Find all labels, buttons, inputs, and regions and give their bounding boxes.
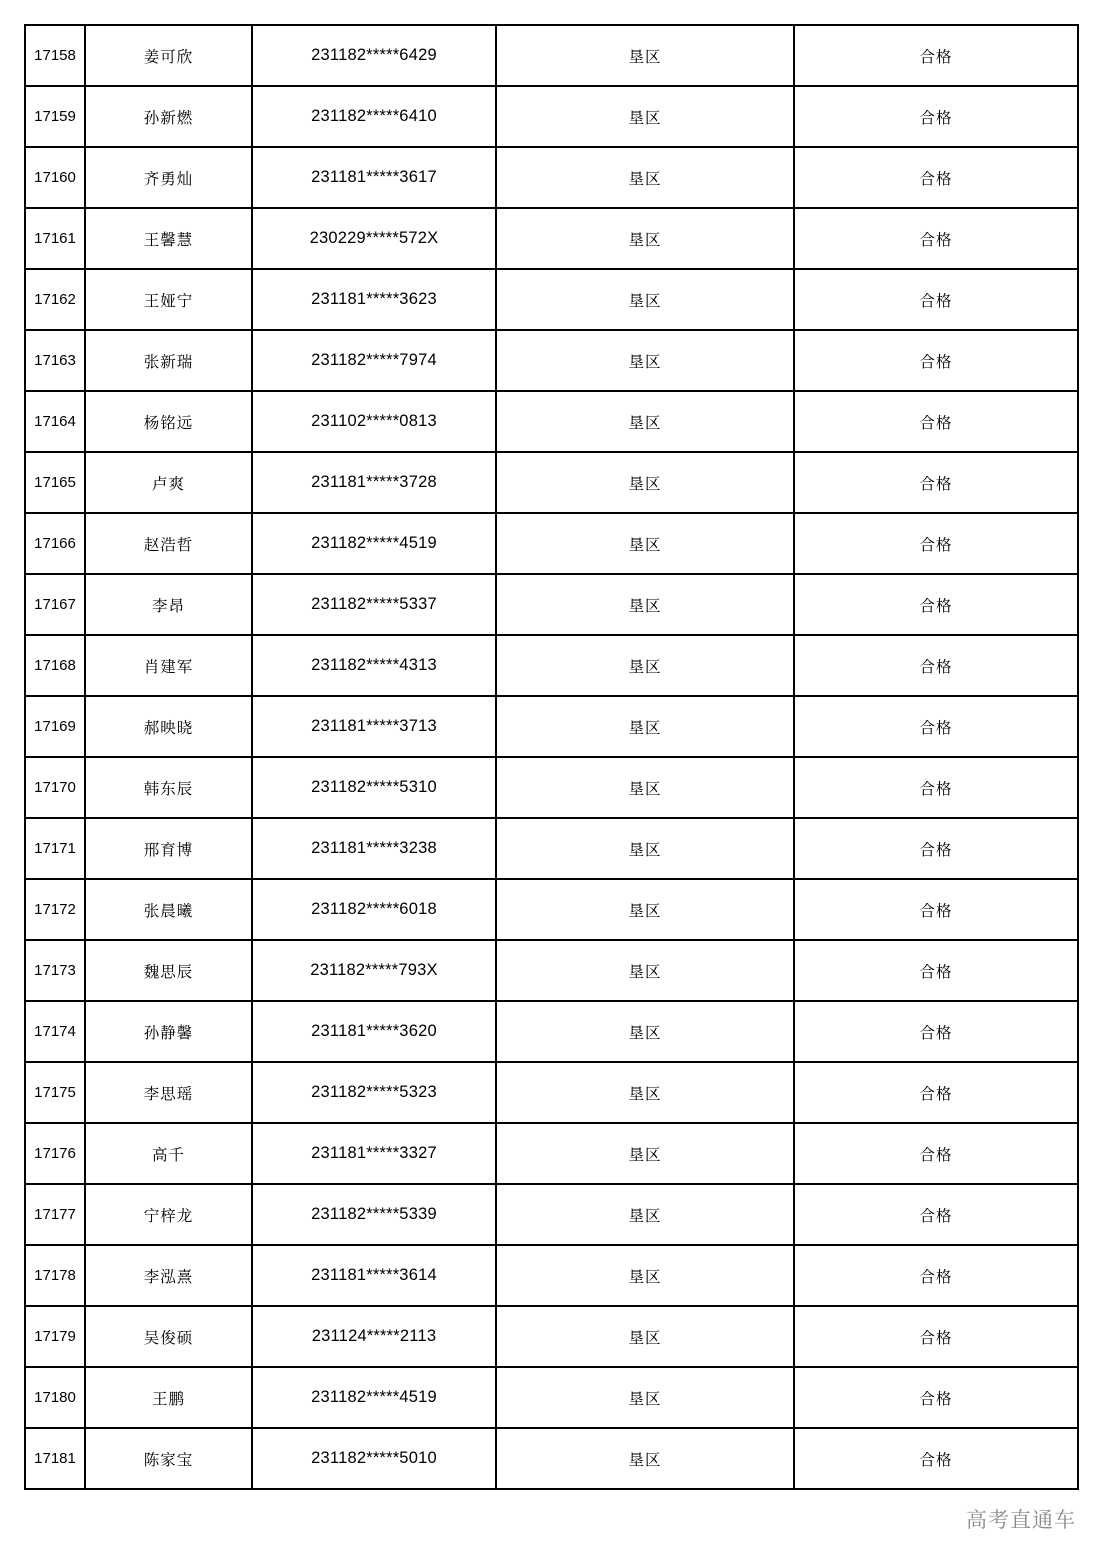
cell-result: 合格 — [794, 757, 1078, 818]
cell-candidate-name: 宁梓龙 — [85, 1184, 252, 1245]
table-row — [25, 391, 1078, 452]
cell-id-number: 230229*****572X — [252, 208, 496, 269]
cell-seq-number: 17171 — [25, 818, 85, 879]
table-row — [25, 208, 1078, 269]
cell-result: 合格 — [794, 574, 1078, 635]
cell-result: 合格 — [794, 1245, 1078, 1306]
table-row — [25, 86, 1078, 147]
cell-id-number: 231181*****3728 — [252, 452, 496, 513]
cell-region: 垦区 — [496, 452, 794, 513]
cell-seq-number: 17160 — [25, 147, 85, 208]
cell-region: 垦区 — [496, 574, 794, 635]
table-row — [25, 574, 1078, 635]
table-row — [25, 1184, 1078, 1245]
cell-id-number: 231181*****3614 — [252, 1245, 496, 1306]
cell-id-number: 231182*****4313 — [252, 635, 496, 696]
cell-seq-number: 17162 — [25, 269, 85, 330]
cell-id-number: 231182*****5010 — [252, 1428, 496, 1489]
cell-result: 合格 — [794, 1062, 1078, 1123]
cell-region: 垦区 — [496, 1245, 794, 1306]
cell-seq-number: 17166 — [25, 513, 85, 574]
cell-result: 合格 — [794, 1367, 1078, 1428]
cell-id-number: 231182*****4519 — [252, 513, 496, 574]
cell-seq-number: 17178 — [25, 1245, 85, 1306]
cell-id-number: 231181*****3620 — [252, 1001, 496, 1062]
cell-candidate-name: 孙静馨 — [85, 1001, 252, 1062]
cell-region: 垦区 — [496, 1184, 794, 1245]
cell-seq-number: 17159 — [25, 86, 85, 147]
cell-seq-number: 17179 — [25, 1306, 85, 1367]
cell-seq-number: 17172 — [25, 879, 85, 940]
cell-candidate-name: 邢育博 — [85, 818, 252, 879]
table-row — [25, 1123, 1078, 1184]
cell-result: 合格 — [794, 696, 1078, 757]
table-row — [25, 879, 1078, 940]
cell-region: 垦区 — [496, 1306, 794, 1367]
cell-result: 合格 — [794, 391, 1078, 452]
cell-candidate-name: 吴俊硕 — [85, 1306, 252, 1367]
cell-candidate-name: 陈家宝 — [85, 1428, 252, 1489]
cell-id-number: 231181*****3238 — [252, 818, 496, 879]
cell-seq-number: 17175 — [25, 1062, 85, 1123]
table-row — [25, 635, 1078, 696]
cell-id-number: 231181*****3617 — [252, 147, 496, 208]
cell-candidate-name: 韩东辰 — [85, 757, 252, 818]
cell-result: 合格 — [794, 879, 1078, 940]
cell-candidate-name: 张晨曦 — [85, 879, 252, 940]
cell-candidate-name: 肖建军 — [85, 635, 252, 696]
cell-region: 垦区 — [496, 635, 794, 696]
cell-result: 合格 — [794, 635, 1078, 696]
cell-result: 合格 — [794, 25, 1078, 86]
table-body — [25, 25, 1078, 1489]
cell-result: 合格 — [794, 86, 1078, 147]
cell-region: 垦区 — [496, 86, 794, 147]
cell-seq-number: 17176 — [25, 1123, 85, 1184]
cell-result: 合格 — [794, 1428, 1078, 1489]
cell-id-number: 231182*****6429 — [252, 25, 496, 86]
cell-seq-number: 17161 — [25, 208, 85, 269]
cell-seq-number: 17169 — [25, 696, 85, 757]
cell-seq-number: 17168 — [25, 635, 85, 696]
cell-region: 垦区 — [496, 25, 794, 86]
table-row — [25, 269, 1078, 330]
cell-seq-number: 17164 — [25, 391, 85, 452]
cell-region: 垦区 — [496, 696, 794, 757]
cell-candidate-name: 王馨慧 — [85, 208, 252, 269]
table-row — [25, 818, 1078, 879]
table-row — [25, 330, 1078, 391]
table-row — [25, 757, 1078, 818]
cell-id-number: 231182*****6018 — [252, 879, 496, 940]
cell-region: 垦区 — [496, 208, 794, 269]
cell-seq-number: 17173 — [25, 940, 85, 1001]
cell-candidate-name: 杨铭远 — [85, 391, 252, 452]
cell-candidate-name: 张新瑞 — [85, 330, 252, 391]
cell-id-number: 231182*****5310 — [252, 757, 496, 818]
cell-id-number: 231182*****7974 — [252, 330, 496, 391]
cell-region: 垦区 — [496, 269, 794, 330]
cell-candidate-name: 李昂 — [85, 574, 252, 635]
watermark-text: 高考直通车 — [966, 1508, 1076, 1532]
table-row — [25, 1001, 1078, 1062]
cell-candidate-name: 孙新燃 — [85, 86, 252, 147]
cell-result: 合格 — [794, 1001, 1078, 1062]
cell-result: 合格 — [794, 513, 1078, 574]
cell-id-number: 231182*****5339 — [252, 1184, 496, 1245]
cell-seq-number: 17181 — [25, 1428, 85, 1489]
cell-seq-number: 17177 — [25, 1184, 85, 1245]
cell-id-number: 231124*****2113 — [252, 1306, 496, 1367]
cell-id-number: 231182*****4519 — [252, 1367, 496, 1428]
cell-seq-number: 17180 — [25, 1367, 85, 1428]
cell-result: 合格 — [794, 818, 1078, 879]
cell-candidate-name: 李思瑶 — [85, 1062, 252, 1123]
table-row — [25, 1062, 1078, 1123]
cell-result: 合格 — [794, 452, 1078, 513]
cell-candidate-name: 王娅宁 — [85, 269, 252, 330]
cell-region: 垦区 — [496, 513, 794, 574]
table-row — [25, 452, 1078, 513]
cell-region: 垦区 — [496, 757, 794, 818]
cell-candidate-name: 郝映晓 — [85, 696, 252, 757]
table-row — [25, 1428, 1078, 1489]
cell-result: 合格 — [794, 1306, 1078, 1367]
cell-id-number: 231182*****6410 — [252, 86, 496, 147]
table-row — [25, 1245, 1078, 1306]
cell-candidate-name: 齐勇灿 — [85, 147, 252, 208]
cell-region: 垦区 — [496, 1062, 794, 1123]
cell-region: 垦区 — [496, 940, 794, 1001]
cell-id-number: 231181*****3327 — [252, 1123, 496, 1184]
cell-region: 垦区 — [496, 1123, 794, 1184]
cell-result: 合格 — [794, 330, 1078, 391]
cell-candidate-name: 高千 — [85, 1123, 252, 1184]
cell-region: 垦区 — [496, 818, 794, 879]
cell-region: 垦区 — [496, 879, 794, 940]
cell-candidate-name: 卢爽 — [85, 452, 252, 513]
cell-id-number: 231102*****0813 — [252, 391, 496, 452]
table-row — [25, 1306, 1078, 1367]
cell-id-number: 231182*****793X — [252, 940, 496, 1001]
cell-candidate-name: 姜可欣 — [85, 25, 252, 86]
cell-seq-number: 17174 — [25, 1001, 85, 1062]
cell-region: 垦区 — [496, 391, 794, 452]
cell-seq-number: 17165 — [25, 452, 85, 513]
table-row — [25, 513, 1078, 574]
cell-id-number: 231182*****5323 — [252, 1062, 496, 1123]
cell-result: 合格 — [794, 1123, 1078, 1184]
cell-seq-number: 17163 — [25, 330, 85, 391]
cell-seq-number: 17170 — [25, 757, 85, 818]
table-row — [25, 1367, 1078, 1428]
cell-candidate-name: 魏思辰 — [85, 940, 252, 1001]
cell-candidate-name: 王鹏 — [85, 1367, 252, 1428]
cell-candidate-name: 李泓熹 — [85, 1245, 252, 1306]
cell-result: 合格 — [794, 147, 1078, 208]
cell-id-number: 231181*****3623 — [252, 269, 496, 330]
cell-region: 垦区 — [496, 147, 794, 208]
cell-region: 垦区 — [496, 1428, 794, 1489]
cell-result: 合格 — [794, 940, 1078, 1001]
cell-result: 合格 — [794, 208, 1078, 269]
cell-region: 垦区 — [496, 1001, 794, 1062]
cell-seq-number: 17158 — [25, 25, 85, 86]
cell-result: 合格 — [794, 269, 1078, 330]
cell-region: 垦区 — [496, 1367, 794, 1428]
cell-seq-number: 17167 — [25, 574, 85, 635]
cell-id-number: 231181*****3713 — [252, 696, 496, 757]
cell-region: 垦区 — [496, 330, 794, 391]
cell-candidate-name: 赵浩哲 — [85, 513, 252, 574]
candidate-results-table — [24, 24, 1079, 1490]
table-row — [25, 25, 1078, 86]
table-row — [25, 147, 1078, 208]
table-row — [25, 940, 1078, 1001]
table-row — [25, 696, 1078, 757]
cell-id-number: 231182*****5337 — [252, 574, 496, 635]
cell-result: 合格 — [794, 1184, 1078, 1245]
